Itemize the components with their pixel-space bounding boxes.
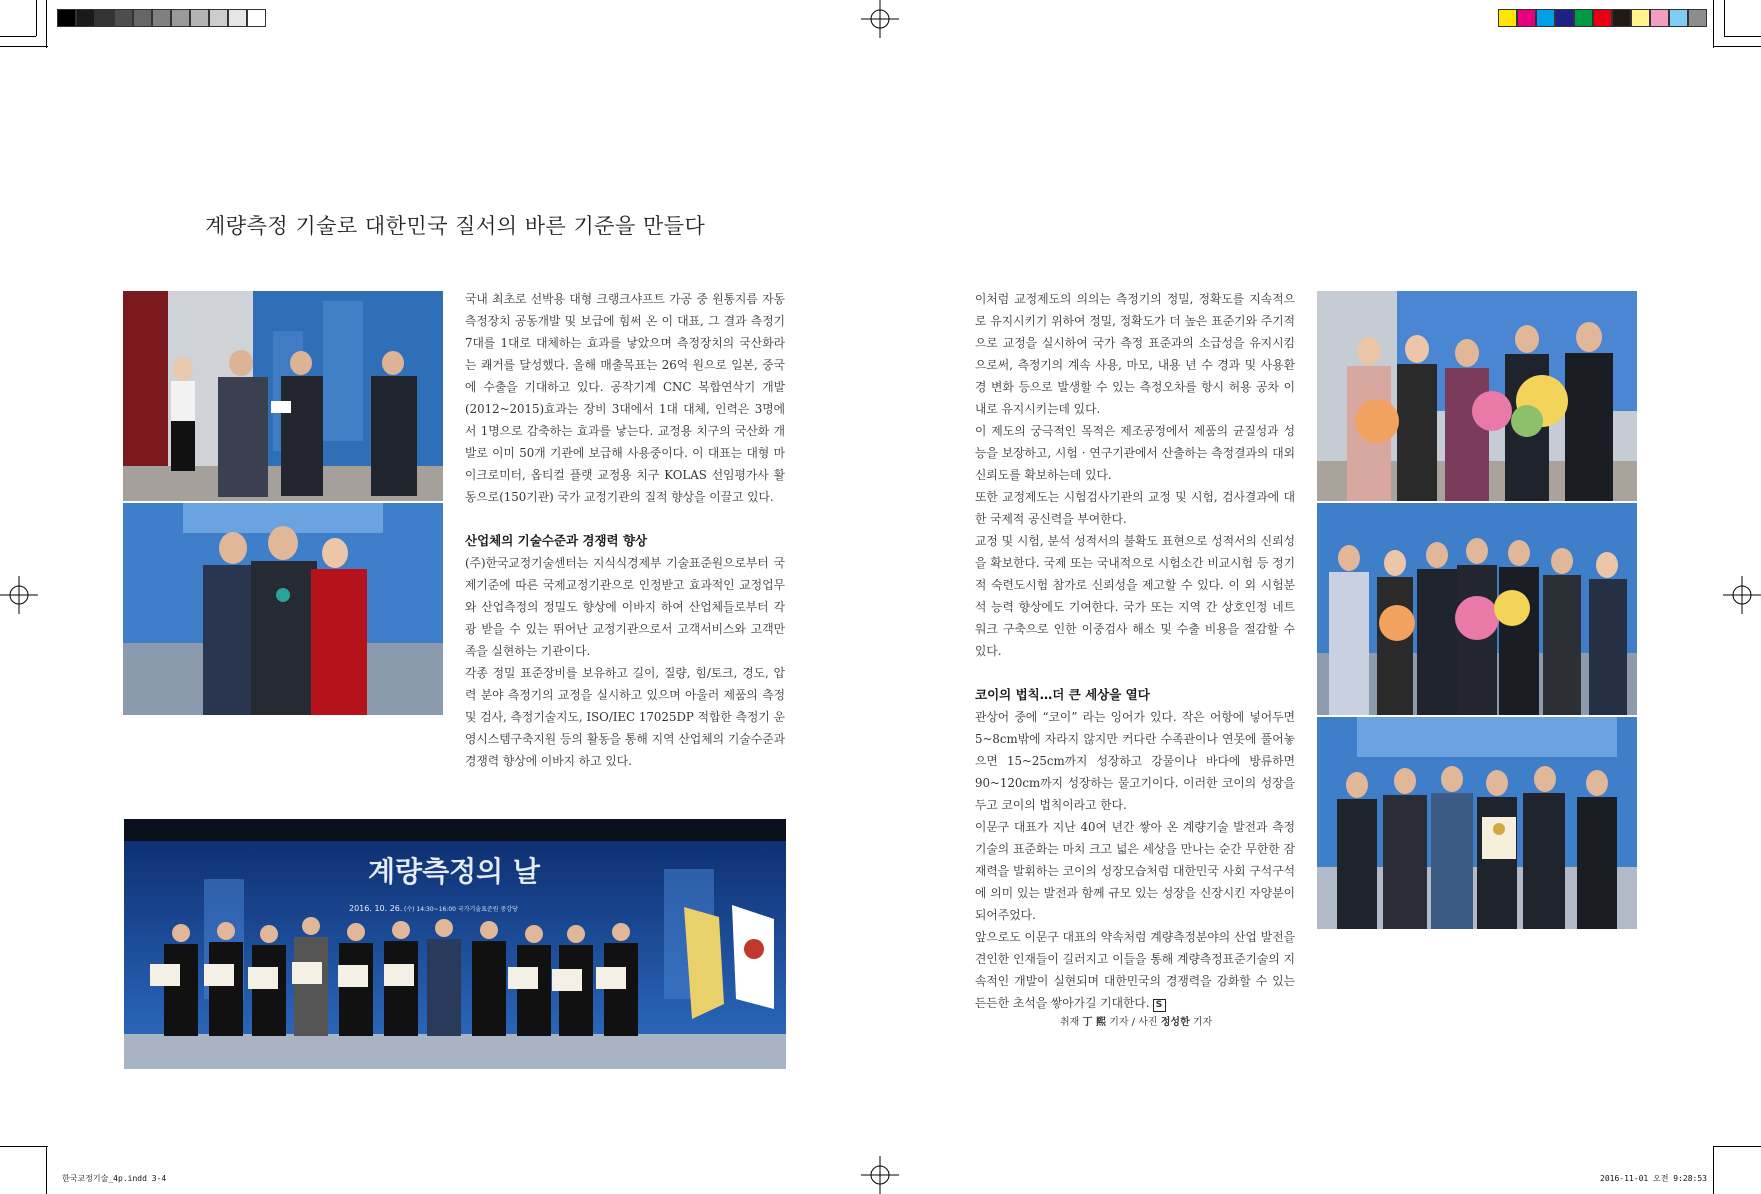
gray-swatch-5 (152, 9, 171, 27)
column-b-paragraph-1: 이처럼 교정제도의 의의는 측정기의 정밀, 정확도를 지속적으로 유지시키기 위하여 정밀, 정확도가 더 높은 표준기와 주기적으로 교정을 실시하여 국가 측정 표준과의 소급성을 유지시킴으로써, 측정기의 계속 사용, 마모, 내용 년 수 경과 및 사용환경 변화 등으로 발생할 수 있는 측정오차를 항시 허용 공차 이내로 유지시키는데 있다. (975, 292, 1295, 416)
gray-swatch-8 (209, 9, 228, 27)
color-swatch-7 (1631, 9, 1650, 27)
byline-reporter: 丁 熙 (1082, 1017, 1106, 1028)
column-a-subhead: 산업체의 기술수준과 경쟁력 향상 (465, 533, 648, 548)
byline-prefix: 취재 (1060, 1017, 1080, 1028)
photo-staff-group (1317, 503, 1637, 715)
photo-group-stage (124, 819, 786, 1069)
grayscale-bar (57, 9, 266, 27)
column-b (975, 288, 1295, 1014)
page-title: 계량측정 기술로 대한민국 질서의 바른 기준을 만들다 (205, 214, 706, 238)
color-swatch-1 (1517, 9, 1536, 27)
column-a (465, 288, 785, 772)
gray-swatch-10 (247, 9, 266, 27)
registration-mark-top-icon (861, 0, 899, 38)
color-swatch-8 (1650, 9, 1669, 27)
color-bar (1498, 9, 1707, 27)
gray-swatch-6 (171, 9, 190, 27)
print-stamp: 2016-11-01 오전 9:28:53 (1600, 1174, 1707, 1183)
column-b-subhead: 코이의 법칙…더 큰 세상을 열다 (975, 687, 1150, 702)
file-slug: 한국교정기술_4p.indd 3-4 (62, 1174, 167, 1183)
color-swatch-6 (1612, 9, 1631, 27)
banner-event-date: 2016. 10. 26. (349, 904, 403, 913)
column-b-paragraph-5: 관상어 중에 “코이” 라는 잉어가 있다. 작은 어항에 넣어두면 5~8cm밖에 자라지 않지만 커다란 수족관이나 연못에 풀어놓으면 15~25cm까지 성장하고 강물이나 바다에 방류하면 90~120cm까지 성장하는 물고기이다. 이러한 코이의 성장을 두고 코이의 법칙이라고 한다. (975, 710, 1295, 812)
byline-mid: 기자 / 사진 (1109, 1017, 1158, 1028)
byline-photographer: 정성한 (1160, 1017, 1190, 1028)
color-swatch-3 (1555, 9, 1574, 27)
gray-swatch-1 (76, 9, 95, 27)
banner-event-title: 계량측정의 날 (367, 855, 541, 888)
column-b-paragraph-3: 또한 교정제도는 시험검사기관의 교정 및 시험, 검사결과에 대한 국제적 공신력을 부여한다. (975, 490, 1295, 526)
registration-mark-right-icon (1723, 576, 1761, 614)
column-b-paragraph-7 (975, 926, 1295, 1014)
photo-thumbs-up (123, 503, 443, 715)
color-swatch-9 (1669, 9, 1688, 27)
photo-bouquet-group (1317, 291, 1637, 501)
banner-event-time: (수) 14:30~16:00 국가기술표준원 중강당 (404, 906, 518, 913)
column-b-paragraph-2: 이 제도의 궁극적인 목적은 제조공정에서 제품의 균질성과 성능을 보장하고, 시험 · 연구기관에서 산출하는 측정결과의 대외 신뢰도를 확보하는데 있다. (975, 424, 1295, 482)
photo-certificate-group (1317, 717, 1637, 929)
gray-swatch-3 (114, 9, 133, 27)
color-swatch-4 (1574, 9, 1593, 27)
gray-swatch-0 (57, 9, 76, 27)
column-a-paragraph-1: 국내 최초로 선박용 대형 크랭크샤프트 가공 중 원통지름 자동측정장치 공동개발 및 보급에 힘써 온 이 대표, 그 결과 측정기 7대를 1대로 대체하는 효과를 낳았으며 측정장치의 국산화라는 쾌거를 달성했다. 올해 매출목표는 26억 원으로 일본, 중국에 수출을 기대하고 있다. 공작기계 CNC 복합연삭기 개발(2012~2015)효과는 장비 3대에서 1대 대체, 인력은 3명에서 1명으로 감축하는 효과를 낳는다. 교정용 치구의 국산화 개발로 이미 50개 기관에 보급해 사용중이다. 이 대표는 대형 마이크로미터, 옵티컬 플랫 교정용 치구 KOLAS 선임평가사 활동으로(150기관) 국가 교정기관의 질적 향상을 이끌고 있다. (465, 292, 785, 504)
byline (1060, 1013, 1212, 1028)
registration-mark-bottom-icon (861, 1156, 899, 1194)
gray-swatch-4 (133, 9, 152, 27)
color-swatch-0 (1498, 9, 1517, 27)
column-b-last-text: 앞으로도 이문구 대표의 약속처럼 계량측정분야의 산업 발전을 견인한 인재들이 길러지고 이들을 통해 계량측정표준기술의 지속적인 개발이 실현되며 대한민국의 경쟁력을 강화할 수 있는 든든한 초석을 쌓아가길 기대한다. (975, 930, 1295, 1010)
end-mark-icon: S (1153, 999, 1166, 1012)
gray-swatch-9 (228, 9, 247, 27)
column-a-paragraph-3: 각종 정밀 표준장비를 보유하고 길이, 질량, 힘/토크, 경도, 압력 분야 측정기의 교정을 실시하고 있으며 아울러 제품의 측정 및 검사, 측정기술지도, ISO/IEC 17025DP 적합한 측정기 운영시스템구축지원 등의 활동을 통해 지역 산업체의 기술수준과 경쟁력 향상에 이바지 하고 있다. (465, 666, 785, 768)
color-swatch-10 (1688, 9, 1707, 27)
column-a-paragraph-2: (주)한국교정기술센터는 지식식경제부 기술표준원으로부터 국제기준에 따른 국제교정기관으로 인정받고 효과적인 교정업무와 산업측정의 정밀도 향상에 이바지 하여 산업체들로부터 각광 받을 수 있는 뛰어난 교정기관으로서 고객서비스와 고객만족을 실현하는 기관이다. (465, 556, 785, 658)
column-b-paragraph-6: 이문구 대표가 지난 40여 년간 쌓아 온 계량기술 발전과 측정기술의 표준화는 마치 크고 넓은 세상을 만나는 순간 무한한 잠재력을 발휘하는 코이의 성장모습처럼 대한민국 사회 구석구석에 의미 있는 발전과 함께 규모 있는 성장을 신장시킨 자양분이 되어주었다. (975, 820, 1295, 922)
byline-suffix: 기자 (1192, 1017, 1213, 1028)
registration-mark-left-icon (0, 576, 38, 614)
photo-award-handshake (123, 291, 443, 501)
column-b-paragraph-4: 교정 및 시험, 분석 성적서의 불확도 표현으로 성적서의 신뢰성을 확보한다. 국제 또는 국내적으로 시험소간 비교시험 등 정기적 숙련도시험 참가로 신뢰성을 제고할 수 있다. 이 외 시험분석 능력 향상에도 기여한다. 국가 또는 지역 간 상호인정 네트워크 구축으로 인한 이중검사 해소 및 수출 비용을 절감할 수 있다. (975, 534, 1295, 658)
color-swatch-2 (1536, 9, 1555, 27)
color-swatch-5 (1593, 9, 1612, 27)
gray-swatch-2 (95, 9, 114, 27)
gray-swatch-7 (190, 9, 209, 27)
